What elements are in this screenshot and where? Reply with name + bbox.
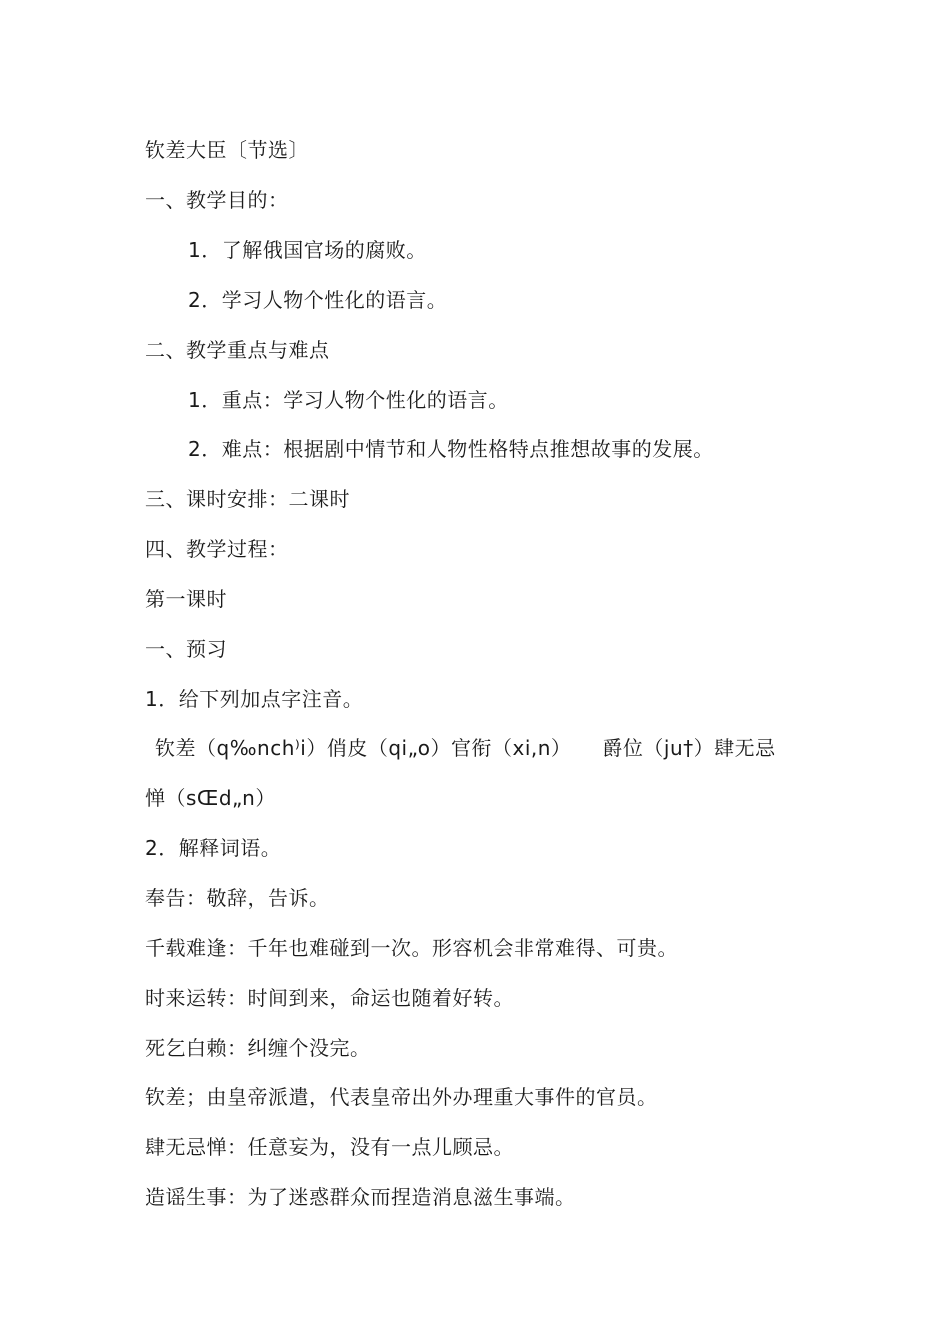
pinyin-line: 惮（sŒd„n） — [145, 786, 276, 810]
lesson-heading: 第一课时 — [145, 587, 227, 611]
section-heading-focus: 二、教学重点与难点 — [145, 338, 330, 362]
objective-item: 1．了解俄国官场的腐败。 — [188, 238, 427, 262]
definition-item: 钦差；由皇帝派遣，代表皇帝出外办理重大事件的官员。 — [145, 1085, 658, 1109]
definition-item: 死乞白赖：纠缠个没完。 — [145, 1036, 371, 1060]
focus-item: 1．重点：学习人物个性化的语言。 — [188, 388, 509, 412]
definition-item: 时来运转：时间到来，命运也随着好转。 — [145, 986, 514, 1010]
section-heading-schedule: 三、课时安排：二课时 — [145, 487, 350, 511]
section-heading-process: 四、教学过程： — [145, 537, 289, 561]
objective-item: 2．学习人物个性化的语言。 — [188, 288, 448, 312]
task-pinyin: 1．给下列加点字注音。 — [145, 687, 364, 711]
pinyin-line: 钦差（q‰nch⁾i）俏皮（qi„o）官衔（xi,n） 爵位（ju†）肆无忌 — [155, 736, 776, 760]
section-heading-objectives: 一、教学目的： — [145, 188, 289, 212]
focus-item: 2．难点：根据剧中情节和人物性格特点推想故事的发展。 — [188, 437, 714, 461]
document-title: 钦差大臣〔节选〕 — [145, 138, 309, 162]
definition-item: 造谣生事：为了迷惑群众而捏造消息滋生事端。 — [145, 1185, 576, 1209]
definition-item: 肆无忌惮：任意妄为，没有一点儿顾忌。 — [145, 1135, 514, 1159]
lesson-subheading: 一、预习 — [145, 637, 227, 661]
definition-item: 千载难逢：千年也难碰到一次。形容机会非常难得、可贵。 — [145, 936, 678, 960]
definition-item: 奉告：敬辞，告诉。 — [145, 886, 330, 910]
task-definitions: 2．解释词语。 — [145, 836, 282, 860]
